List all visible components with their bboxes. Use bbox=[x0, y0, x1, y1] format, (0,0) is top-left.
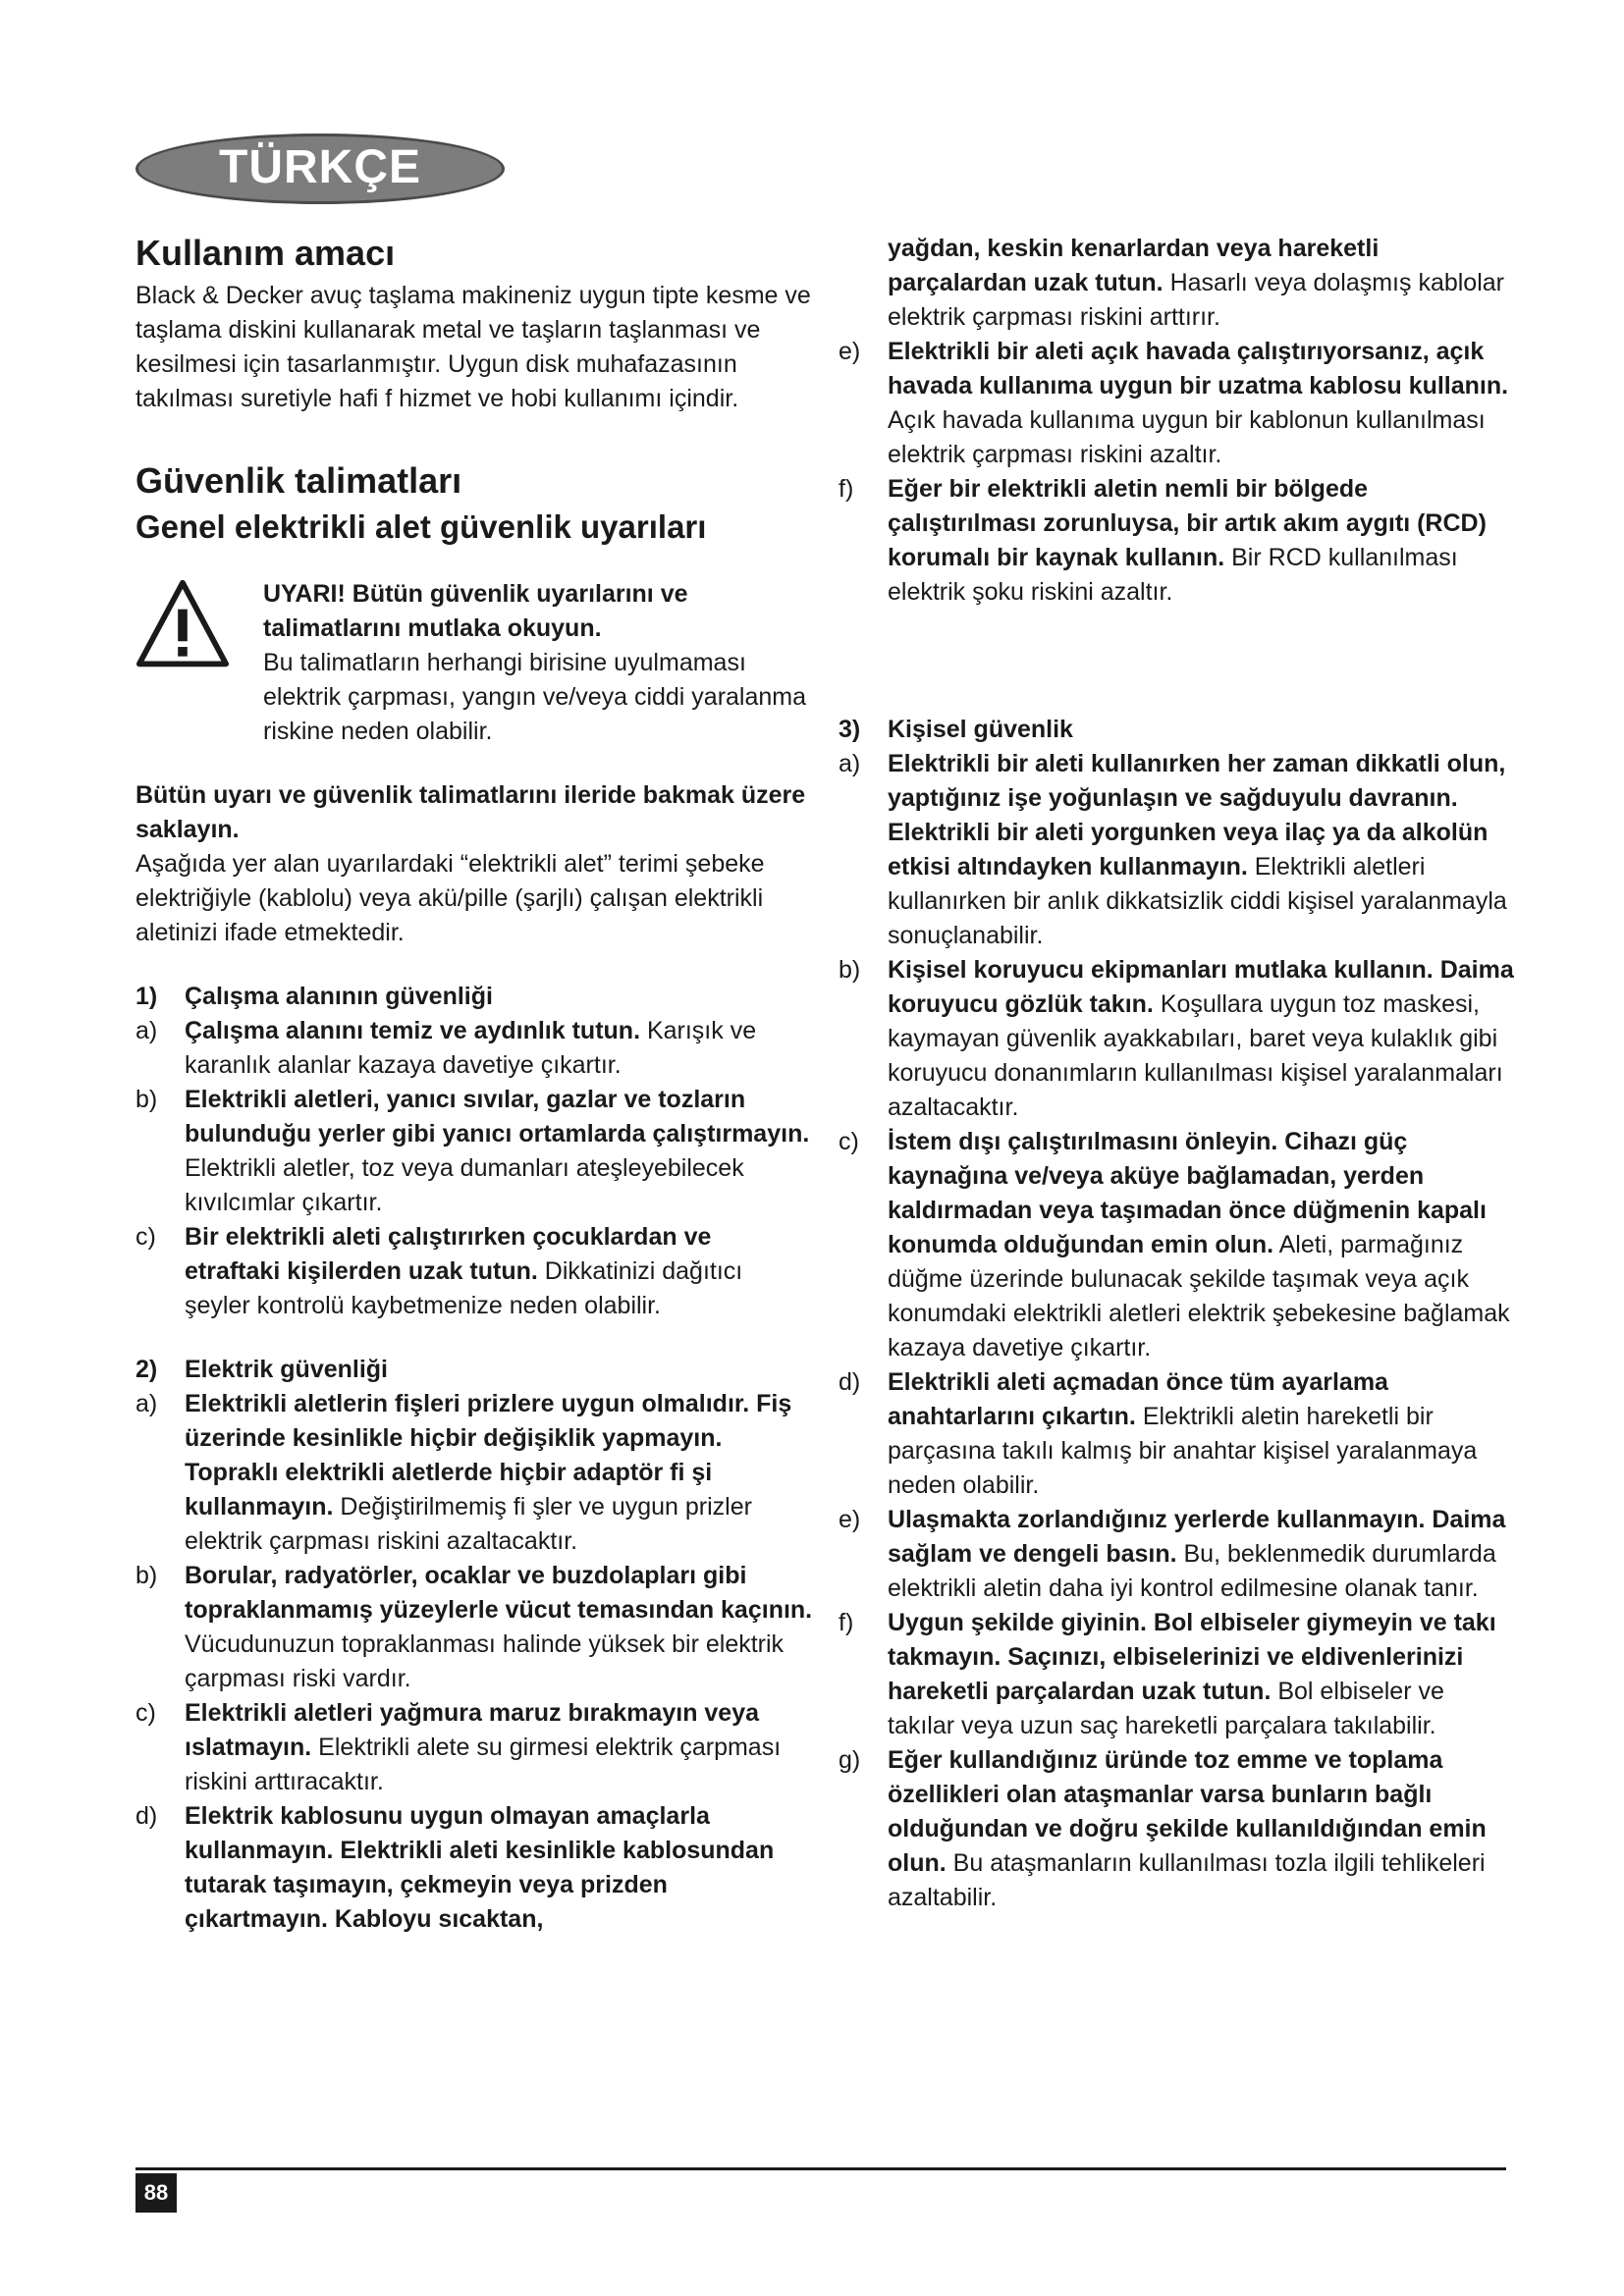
item-bold: Elektrik kablosunu uygun olmayan amaçlarla kullanmayın. Elektrikli aleti kesinlikle kablosundan tutarak taşımayın, çekmeyin veya prizden çıkartmayın. Kabloyu sıcaktan, bbox=[185, 1802, 775, 1933]
item-text: Bu, beklenmedik durumlarda elektrikli aletin daha iyi kontrol edilmesine olanak tanır. bbox=[888, 1540, 1496, 1602]
item-bold: Kişisel koruyucu ekipmanları mutlaka kullanın. Daima koruyucu gözlük takın. bbox=[888, 956, 1514, 1018]
item-text: Hasarlı veya dolaşmış kablolar elektrik çarpması riskini arttırır. bbox=[888, 269, 1504, 331]
warning-text: Bu talimatların herhangi birisine uyulmaması elektrik çarpması, yangın ve/veya ciddi yaralanma riskine neden olabilir. bbox=[263, 649, 807, 745]
item-bold: Eğer kullandığınız üründe toz emme ve toplama özellikleri olan ataşmanlar varsa bunların bağlı olduğundan ve doğru şekilde kullanıldığından emin olun. bbox=[888, 1746, 1487, 1877]
language-badge: TÜRKÇE bbox=[135, 133, 505, 204]
electrical-heading bbox=[135, 1353, 813, 1387]
item-text: Dikkatinizi dağıtıcı şeyler kontrolü kaybetmenize neden olabilir. bbox=[185, 1257, 743, 1319]
list-item bbox=[839, 1503, 1514, 1606]
item-bold: Elektrikli aletleri, yanıcı sıvılar, gazlar ve tozların bulunduğu yerler gibi yanıcı ortamlarda çalıştırmayın. bbox=[185, 1086, 810, 1148]
list-item bbox=[135, 1696, 813, 1799]
list-item bbox=[839, 1365, 1514, 1503]
item-bold: Elektrikli bir aleti kullanırken her zaman dikkatli olun, yaptığınız işe yoğunlaşın ve sağduyulu davranın. Elektrikli bir aleti yorgunken veya ilaç ya da alkolün etkisi altındayken kullanmayın. bbox=[888, 750, 1506, 881]
section-number: 2) bbox=[135, 1356, 158, 1383]
item-bold: Çalışma alanını temiz ve aydınlık tutun. bbox=[185, 1017, 641, 1044]
page-number: 88 bbox=[135, 2173, 177, 2213]
work-area-list bbox=[135, 1014, 813, 1323]
item-bold: Elektrikli aletlerin fişleri prizlere uygun olmalıdır. Fiş üzerinde kesinlikle hiçbir değişiklik yapmayın. Topraklı elektrikli aletlerde hiçbir adaptör fi şi kullanmayın. bbox=[185, 1390, 792, 1521]
warning-bold: UYARI! Bütün güvenlik uyarılarını ve talimatlarını mutlaka okuyun. bbox=[263, 580, 688, 642]
list-item bbox=[135, 1083, 813, 1220]
item-bold: Bir elektrikli aleti çalıştırırken çocuklardan ve etraftaki kişilerden uzak tutun. bbox=[185, 1223, 712, 1285]
personal-list bbox=[839, 747, 1514, 1915]
item-label: g) bbox=[839, 1746, 861, 1774]
item-label: b) bbox=[135, 1562, 158, 1589]
list-item bbox=[839, 1743, 1514, 1915]
item-label: c) bbox=[135, 1699, 156, 1727]
item-bold: Eğer bir elektrikli aletin nemli bir bölgede çalıştırılması zorunluysa, bir artık akım aygıtı (RCD) korumalı bir kaynak kullanın. bbox=[888, 475, 1487, 571]
item-text: Değiştirilmemiş fi şler ve uygun prizler elektrik çarpması riskini azaltacaktır. bbox=[185, 1493, 752, 1555]
item-bold: yağdan, keskin kenarlardan veya hareketli parçalardan uzak tutun. bbox=[888, 235, 1380, 296]
safety-title: Güvenlik talimatları bbox=[135, 460, 462, 501]
section-title: Çalışma alanının güvenliği bbox=[185, 983, 493, 1010]
warning-block bbox=[135, 577, 813, 749]
list-item bbox=[839, 953, 1514, 1125]
item-label: a) bbox=[839, 750, 861, 777]
list-item bbox=[839, 472, 1514, 610]
list-item bbox=[135, 1220, 813, 1323]
item-text: Elektrikli alete su girmesi elektrik çarpması riskini arttıracaktır. bbox=[185, 1734, 782, 1795]
item-text: Bol elbiseler ve takılar veya uzun saç hareketli parçalara takılabilir. bbox=[888, 1678, 1444, 1739]
left-column bbox=[135, 232, 813, 1937]
list-item bbox=[839, 1606, 1514, 1743]
footer-divider bbox=[135, 2167, 1506, 2170]
list-item bbox=[839, 335, 1514, 472]
section-title: Kişisel güvenlik bbox=[888, 716, 1073, 743]
item-text: Elektrikli aletin hareketli bir parçasına takılı kalmış bir anahtar kişisel yaralanmaya neden olabilir. bbox=[888, 1403, 1478, 1499]
item-label: a) bbox=[135, 1390, 158, 1417]
item-bold: Elektrikli aletleri yağmura maruz bırakmayın veya ıslatmayın. bbox=[185, 1699, 760, 1761]
electrical-list bbox=[135, 1387, 813, 1937]
item-label: a) bbox=[135, 1017, 158, 1044]
item-label: d) bbox=[839, 1368, 861, 1396]
intended-use-title: Kullanım amacı bbox=[135, 233, 396, 273]
item-label: e) bbox=[839, 1506, 861, 1533]
item-text: Karışık ve karanlık alanlar kazaya davetiye çıkartır. bbox=[185, 1017, 757, 1079]
keep-instructions-text: Aşağıda yer alan uyarılardaki “elektrikli alet” terimi şebeke elektriğiyle (kablolu) veya akü/pille (şarjlı) çalışan elektrikli aletinizi ifade etmektedir. bbox=[135, 850, 765, 946]
list-item bbox=[839, 747, 1514, 953]
list-item-continued bbox=[839, 232, 1514, 335]
item-text: Vücudunuzun topraklanması halinde yüksek bir elektrik çarpması riski vardır. bbox=[185, 1630, 785, 1692]
item-label: f) bbox=[839, 475, 854, 503]
section-title: Elektrik güvenliği bbox=[185, 1356, 389, 1383]
section-number: 3) bbox=[839, 716, 861, 743]
item-bold: İstem dışı çalıştırılmasını önleyin. Cihazı güç kaynağına ve/veya aküye bağlamadan, yerden kaldırmadan veya taşımadan önce düğmenin kapalı konumda olduğundan emin olun. bbox=[888, 1128, 1487, 1258]
intended-use-text: Black & Decker avuç taşlama makineniz uygun tipte kesme ve taşlama diskini kullanarak metal ve taşların taşlanması ve kesilmesi için tasarlanmıştır. Uygun disk muhafazasının takılması suretiyle hafi f hizmet ve hobi kullanımı içindir. bbox=[135, 282, 811, 412]
item-label: b) bbox=[839, 956, 861, 984]
safety-subtitle: Genel elektrikli alet güvenlik uyarıları bbox=[135, 508, 707, 545]
work-area-heading bbox=[135, 980, 813, 1014]
list-item bbox=[135, 1799, 813, 1937]
item-text: Bir RCD kullanılması elektrik şoku riskini azaltır. bbox=[888, 544, 1458, 606]
list-item bbox=[839, 1125, 1514, 1365]
item-text: Aleti, parmağınız düğme üzerinde bulunacak şekilde taşımak veya açık konumdaki elektrikli aletleri elektrik şebekesine bağlamak kazaya davetiye çıkartır. bbox=[888, 1231, 1510, 1362]
item-bold: Uygun şekilde giyinin. Bol elbiseler giymeyin ve takı takmayın. Saçınızı, elbiselerinizi ve eldivenlerinizi hareketli parçalardan uzak tutun. bbox=[888, 1609, 1496, 1705]
item-label: b) bbox=[135, 1086, 158, 1113]
item-text: Bu ataşmanların kullanılması tozla ilgili tehlikeleri azaltabilir. bbox=[888, 1849, 1486, 1911]
item-text: Elektrikli aletleri kullanırken bir anlık dikkatsizlik ciddi kişisel yaralanmayla sonuçlanabilir. bbox=[888, 853, 1507, 949]
item-label: e) bbox=[839, 338, 861, 365]
item-bold: Elektrikli aleti açmadan önce tüm ayarlama anahtarlarını çıkartın. bbox=[888, 1368, 1388, 1430]
item-label: d) bbox=[135, 1802, 158, 1830]
warning-triangle-icon bbox=[135, 577, 230, 671]
list-item bbox=[135, 1014, 813, 1083]
item-bold: Ulaşmakta zorlandığınız yerlerde kullanmayın. Daima sağlam ve dengeli basın. bbox=[888, 1506, 1506, 1568]
item-label: c) bbox=[135, 1223, 156, 1251]
right-column-personal bbox=[839, 713, 1514, 1915]
item-label: f) bbox=[839, 1609, 854, 1636]
list-item bbox=[135, 1387, 813, 1559]
item-text: Elektrikli aletler, toz veya dumanları ateşleyebilecek kıvılcımlar çıkartır. bbox=[185, 1154, 744, 1216]
list-item bbox=[135, 1559, 813, 1696]
section-number: 1) bbox=[135, 983, 158, 1010]
item-text: Koşullara uygun toz maskesi, kaymayan güvenlik ayakkabıları, baret veya kulaklık gibi koruyucu donanımların kullanılması kişisel yaralanmaları azaltacaktır. bbox=[888, 990, 1503, 1121]
item-bold: Borular, radyatörler, ocaklar ve buzdolapları gibi topraklanmamış yüzeylerle vücut temasından kaçının. bbox=[185, 1562, 813, 1624]
right-column-top bbox=[839, 232, 1514, 610]
item-label: c) bbox=[839, 1128, 859, 1155]
keep-instructions-bold: Bütün uyarı ve güvenlik talimatlarını ileride bakmak üzere saklayın. bbox=[135, 781, 806, 843]
item-bold: Elektrikli bir aleti açık havada çalıştırıyorsanız, açık havada kullanıma uygun bir uzatma kablosu kullanın. bbox=[888, 338, 1509, 400]
personal-heading bbox=[839, 713, 1514, 747]
item-text: Açık havada kullanıma uygun bir kablonun kullanılması elektrik çarpması riskini azaltır. bbox=[888, 406, 1486, 468]
